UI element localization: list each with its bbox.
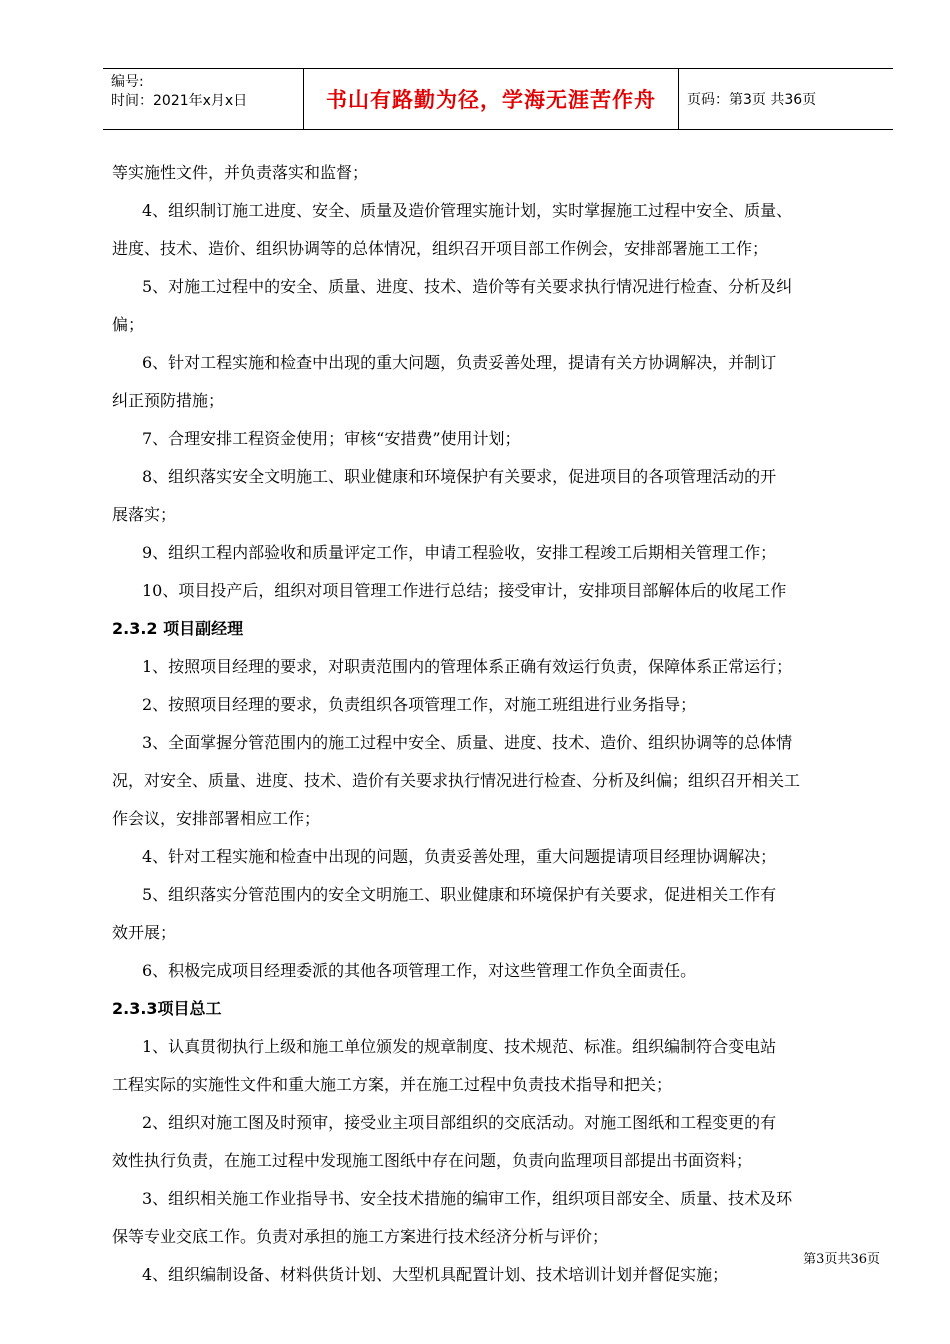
paragraph-line: 效开展； bbox=[112, 923, 177, 942]
paragraph-line: 4、组织编制设备、材料供货计划、大型机具配置计划、技术培训计划并督促实施； bbox=[142, 1265, 729, 1284]
paragraph-line: 3、组织相关施工作业指导书、安全技术措施的编审工作，组织项目部安全、质量、技术及环 bbox=[142, 1189, 793, 1208]
paragraph-line: 7、合理安排工程资金使用；审核“安措费”使用计划； bbox=[142, 429, 521, 448]
paragraph-line: 偏； bbox=[112, 315, 145, 334]
paragraph-line: 2、组织对施工图及时预审，接受业主项目部组织的交底活动。对施工图纸和工程变更的有 bbox=[142, 1113, 777, 1132]
header-motto: 书山有路勤为径，学海无涯苦作舟 bbox=[303, 69, 679, 129]
page-header bbox=[103, 68, 893, 130]
paragraph-line: 1、认真贯彻执行上级和施工单位颁发的规章制度、技术规范、标准。组织编制符合变电站 bbox=[142, 1037, 777, 1056]
paragraph-line: 10、项目投产后，组织对项目管理工作进行总结；接受审计，安排项目部解体后的收尾工作 bbox=[142, 581, 787, 600]
section-heading: 2.3.2 项目副经理 bbox=[112, 619, 244, 638]
paragraph-line: 效性执行负责，在施工过程中发现施工图纸中存在问题，负责向监理项目部提出书面资料； bbox=[112, 1151, 753, 1170]
paragraph-line: 6、针对工程实施和检查中出现的重大问题，负责妥善处理，提请有关方协调解决，并制订 bbox=[142, 353, 777, 372]
paragraph-line: 工程实际的实施性文件和重大施工方案，并在施工过程中负责技术指导和把关； bbox=[112, 1075, 673, 1094]
paragraph-line: 等实施性文件，并负责落实和监督； bbox=[112, 163, 369, 182]
paragraph-line: 保等专业交底工作。负责对承担的施工方案进行技术经济分析与评价； bbox=[112, 1227, 609, 1246]
document-body bbox=[112, 154, 887, 1294]
header-page-info: 页码：第3页 共36页 bbox=[687, 92, 817, 108]
page-footer: 第3页共36页 bbox=[803, 1252, 880, 1267]
header-left bbox=[103, 69, 303, 129]
paragraph-line: 2、按照项目经理的要求，负责组织各项管理工作，对施工班组进行业务指导； bbox=[142, 695, 697, 714]
paragraph-line: 8、组织落实安全文明施工、职业健康和环境保护有关要求，促进项目的各项管理活动的开 bbox=[142, 467, 777, 486]
paragraph-line: 5、对施工过程中的安全、质量、进度、技术、造价等有关要求执行情况进行检查、分析及纠 bbox=[142, 277, 793, 296]
paragraph-line: 3、全面掌握分管范围内的施工过程中安全、质量、进度、技术、造价、组织协调等的总体情 bbox=[142, 733, 793, 752]
document-number-label: 编号: bbox=[111, 74, 144, 90]
paragraph-line: 5、组织落实分管范围内的安全文明施工、职业健康和环境保护有关要求，促进相关工作有 bbox=[142, 885, 777, 904]
section-heading: 2.3.3项目总工 bbox=[112, 999, 222, 1018]
document-date: 时间：2021年x月x日 bbox=[111, 93, 248, 109]
paragraph-line: 4、针对工程实施和检查中出现的问题，负责妥善处理，重大问题提请项目经理协调解决； bbox=[142, 847, 777, 866]
paragraph-line: 6、积极完成项目经理委派的其他各项管理工作，对这些管理工作负全面责任。 bbox=[142, 961, 697, 980]
paragraph-line: 展落实； bbox=[112, 505, 177, 524]
paragraph-line: 1、按照项目经理的要求，对职责范围内的管理体系正确有效运行负责，保障体系正常运行； bbox=[142, 657, 793, 676]
paragraph-line: 4、组织制订施工进度、安全、质量及造价管理实施计划，实时掌握施工过程中安全、质量、 bbox=[142, 201, 793, 220]
paragraph-line: 作会议，安排部署相应工作； bbox=[112, 809, 321, 828]
paragraph-line: 纠正预防措施； bbox=[112, 391, 225, 410]
paragraph-line: 9、组织工程内部验收和质量评定工作，申请工程验收，安排工程竣工后期相关管理工作； bbox=[142, 543, 777, 562]
paragraph-line: 况，对安全、质量、进度、技术、造价有关要求执行情况进行检查、分析及纠偏；组织召开相关工 bbox=[112, 771, 801, 790]
paragraph-line: 进度、技术、造价、组织协调等的总体情况，组织召开项目部工作例会，安排部署施工工作； bbox=[112, 239, 769, 258]
